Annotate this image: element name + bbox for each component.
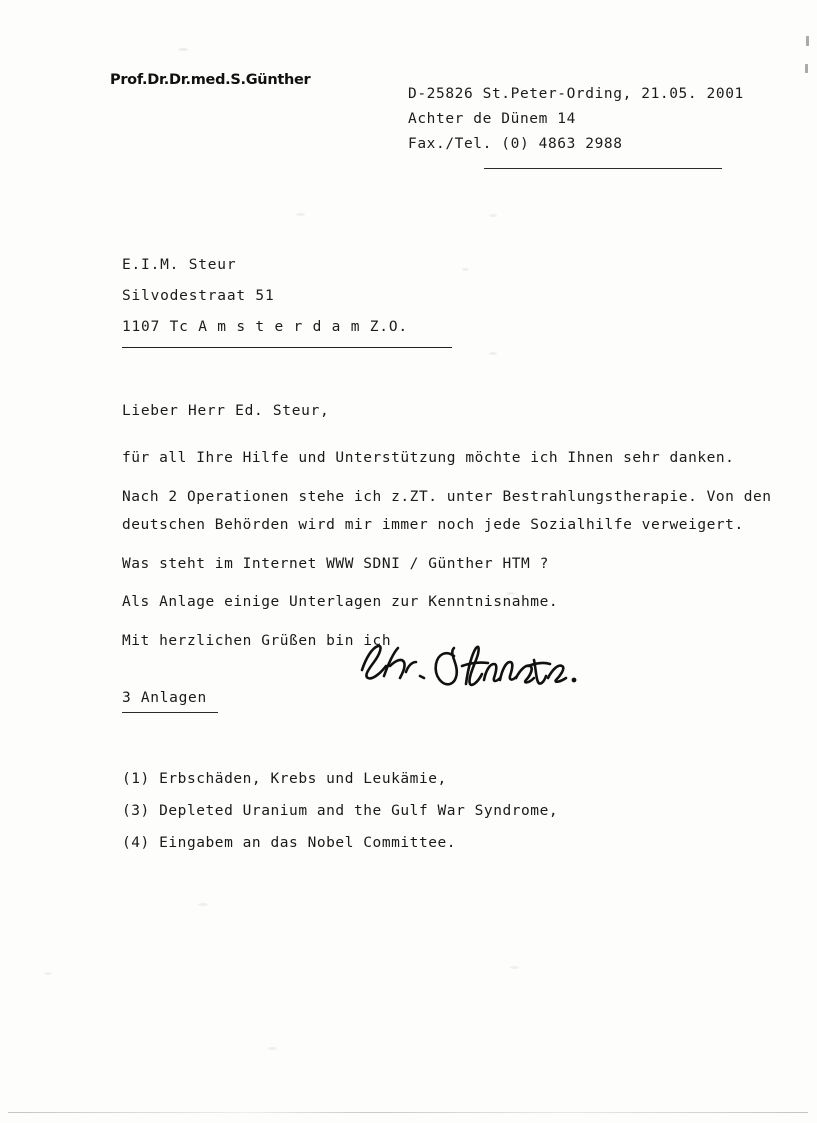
scan-speckle xyxy=(178,48,188,51)
scan-speckle xyxy=(198,903,208,906)
scan-speckle xyxy=(44,972,52,975)
scan-speckle xyxy=(268,1047,277,1050)
attachments-list xyxy=(122,763,558,859)
scan-speckle xyxy=(296,213,305,216)
scan-speckle xyxy=(510,966,519,969)
sender-line-contact: Fax./Tel. (0) 4863 2988 xyxy=(408,136,623,152)
body-paragraph: Als Anlage einige Unterlagen zur Kenntnisnahme. xyxy=(122,594,559,610)
scan-bottom-edge xyxy=(8,1112,808,1113)
handwritten-signature xyxy=(350,636,610,700)
body-paragraph: für all Ihre Hilfe und Unterstützung möchte ich Ihnen sehr danken. xyxy=(122,450,735,466)
recipient-address-block xyxy=(122,250,408,343)
scan-edge-mark xyxy=(806,36,809,46)
body-paragraph: Nach 2 Operationen stehe ich z.ZT. unter Bestrahlungstherapie. Von den deutschen Behörden wird mir immer noch jede Sozialhilfe verweigert. xyxy=(122,488,772,533)
letterhead-name: Prof.Dr.Dr.med.S.Günther xyxy=(110,72,311,88)
letter-body xyxy=(122,444,782,665)
scan-speckle xyxy=(489,352,497,355)
list-item: (4) Eingabem an das Nobel Committee. xyxy=(122,835,457,851)
sender-line-street: Achter de Dünem 14 xyxy=(408,111,576,127)
sender-line-city-date: D-25826 St.Peter-Ording, 21.05. 2001 xyxy=(408,86,744,102)
attachments-underline xyxy=(122,712,218,713)
scan-speckle xyxy=(489,214,497,217)
sender-address-block xyxy=(408,82,744,157)
recipient-line-street: Silvodestraat 51 xyxy=(122,288,275,304)
recipient-line-city: 1107 Tc A m s t e r d a m Z.O. xyxy=(122,319,408,335)
recipient-underline xyxy=(122,347,452,348)
scan-speckle xyxy=(462,268,469,271)
recipient-line-name: E.I.M. Steur xyxy=(122,257,237,273)
body-paragraph: Mit herzlichen Grüßen bin ich xyxy=(122,632,392,649)
attachments-heading: 3 Anlagen xyxy=(122,690,207,706)
body-paragraph: Was steht im Internet WWW SDNI / Günther HTM ? xyxy=(122,555,549,572)
salutation: Lieber Herr Ed. Steur, xyxy=(122,403,330,419)
scan-edge-mark xyxy=(805,64,808,73)
list-item: (1) Erbschäden, Krebs und Leukämie, xyxy=(122,771,447,787)
list-item: (3) Depleted Uranium and the Gulf War Syndrome, xyxy=(122,803,559,819)
sender-underline xyxy=(484,168,722,169)
